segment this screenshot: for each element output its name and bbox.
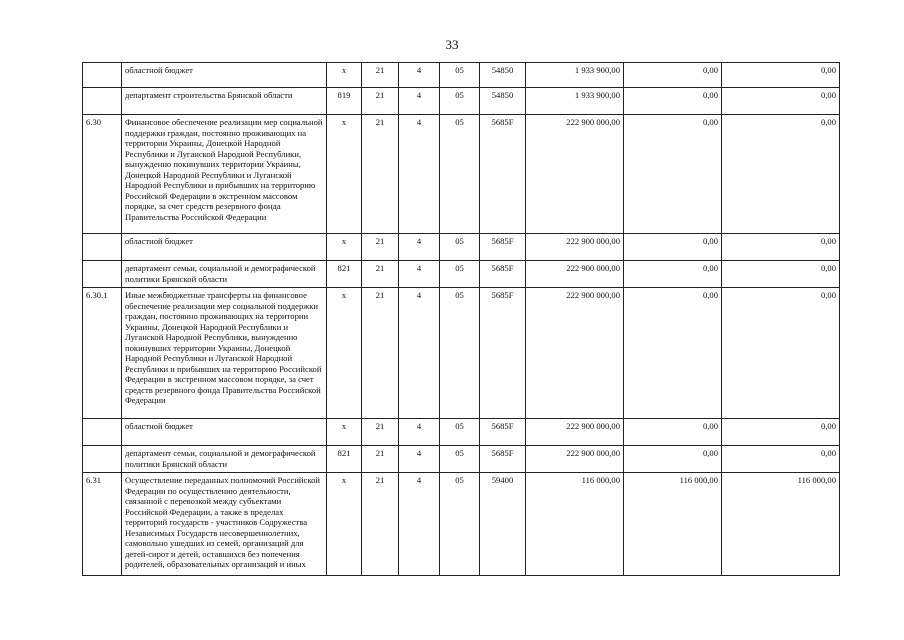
row-number-cell bbox=[83, 446, 122, 473]
type-cell: 05 bbox=[440, 234, 480, 261]
row-name-cell: департамент строительства Брянской области bbox=[122, 88, 327, 115]
target-article-cell: 5685F bbox=[480, 419, 526, 446]
amount-year1-cell: 1 933 900,00 bbox=[526, 88, 624, 115]
type-cell: 05 bbox=[440, 446, 480, 473]
target-article-cell: 5685F bbox=[480, 446, 526, 473]
subsection-cell: 4 bbox=[399, 288, 440, 419]
row-number-cell bbox=[83, 234, 122, 261]
grbs-cell: 821 bbox=[327, 446, 362, 473]
amount-year3-cell: 0,00 bbox=[722, 288, 840, 419]
type-cell: 05 bbox=[440, 288, 480, 419]
amount-year2-cell: 0,00 bbox=[624, 88, 722, 115]
target-article-cell: 5685F bbox=[480, 261, 526, 288]
type-cell: 05 bbox=[440, 261, 480, 288]
row-name-cell: департамент семьи, социальной и демографической политики Брянской области bbox=[122, 446, 327, 473]
amount-year3-cell: 0,00 bbox=[722, 261, 840, 288]
amount-year2-cell: 0,00 bbox=[624, 115, 722, 234]
row-number-cell bbox=[83, 63, 122, 88]
amount-year3-cell: 0,00 bbox=[722, 63, 840, 88]
type-cell: 05 bbox=[440, 473, 480, 576]
amount-year1-cell: 222 900 000,00 bbox=[526, 115, 624, 234]
amount-year1-cell: 222 900 000,00 bbox=[526, 234, 624, 261]
row-number-cell: 6.30 bbox=[83, 115, 122, 234]
target-article-cell: 5685F bbox=[480, 115, 526, 234]
subsection-cell: 4 bbox=[399, 63, 440, 88]
type-cell: 05 bbox=[440, 88, 480, 115]
row-name-cell: областной бюджет bbox=[122, 234, 327, 261]
row-name-cell: Осуществление переданных полномочий Российской Федерации по осуществлению деятельности, связанной с перевозкой между субъектами Российской Федерации, а также в пределах территорий государств - участников Содружества Независимых Государств несовершеннолетних, самовольно ушедших из семей, организаций для детей-сирот и детей, оставшихся без попечения родителей, образовательных организаций и иных bbox=[122, 473, 327, 576]
section-cell: 21 bbox=[362, 63, 399, 88]
type-cell: 05 bbox=[440, 63, 480, 88]
section-cell: 21 bbox=[362, 115, 399, 234]
type-cell: 05 bbox=[440, 115, 480, 234]
table-row bbox=[83, 115, 840, 234]
type-cell: 05 bbox=[440, 419, 480, 446]
grbs-cell: х bbox=[327, 473, 362, 576]
section-cell: 21 bbox=[362, 446, 399, 473]
table-row bbox=[83, 419, 840, 446]
row-number-cell: 6.30.1 bbox=[83, 288, 122, 419]
amount-year2-cell: 0,00 bbox=[624, 261, 722, 288]
amount-year3-cell: 116 000,00 bbox=[722, 473, 840, 576]
subsection-cell: 4 bbox=[399, 473, 440, 576]
budget-table bbox=[82, 62, 840, 576]
grbs-cell: х bbox=[327, 115, 362, 234]
section-cell: 21 bbox=[362, 261, 399, 288]
page-number: 33 bbox=[445, 37, 459, 52]
row-name-cell: Финансовое обеспечение реализации мер социальной поддержки граждан, постоянно проживающих на территории Украины, Донецкой Народной Республики и Луганской Народной Республики, вынужденно покинувших территории Украины, Донецкой Народной Республики и Луганской Народной Республики и прибывших на территорию Российской Федерации в экстренном массовом порядке, за счет средств резервного фонда Правительства Российской Федерации bbox=[122, 115, 327, 234]
target-article-cell: 5685F bbox=[480, 234, 526, 261]
amount-year3-cell: 0,00 bbox=[722, 419, 840, 446]
row-name-cell: департамент семьи, социальной и демографической политики Брянской области bbox=[122, 261, 327, 288]
row-number-cell bbox=[83, 261, 122, 288]
grbs-cell: х bbox=[327, 63, 362, 88]
subsection-cell: 4 bbox=[399, 261, 440, 288]
grbs-cell: 821 bbox=[327, 261, 362, 288]
row-name-cell: областной бюджет bbox=[122, 419, 327, 446]
section-cell: 21 bbox=[362, 88, 399, 115]
amount-year3-cell: 0,00 bbox=[722, 234, 840, 261]
grbs-cell: х bbox=[327, 234, 362, 261]
amount-year2-cell: 0,00 bbox=[624, 446, 722, 473]
row-number-cell bbox=[83, 88, 122, 115]
subsection-cell: 4 bbox=[399, 419, 440, 446]
row-name-cell: Иные межбюджетные трансферты на финансовое обеспечение реализации мер социальной поддержки граждан, постоянно проживающих на территории Украины, Донецкой Народной Республики и Луганской Народной Республики, вынужденно покинувших территории Украины, Донецкой Народной Республики и Луганской Народной Республики и прибывших на территорию Российской Федерации в экстренном массовом порядке, за счет средств резервного фонда Правительства Российской Федерации bbox=[122, 288, 327, 419]
amount-year3-cell: 0,00 bbox=[722, 88, 840, 115]
target-article-cell: 54850 bbox=[480, 88, 526, 115]
table-row bbox=[83, 261, 840, 288]
amount-year2-cell: 0,00 bbox=[624, 234, 722, 261]
budget-table-body bbox=[83, 63, 840, 576]
row-number-cell bbox=[83, 419, 122, 446]
amount-year1-cell: 222 900 000,00 bbox=[526, 288, 624, 419]
subsection-cell: 4 bbox=[399, 234, 440, 261]
amount-year3-cell: 0,00 bbox=[722, 115, 840, 234]
row-name-cell: областной бюджет bbox=[122, 63, 327, 88]
amount-year2-cell: 0,00 bbox=[624, 63, 722, 88]
amount-year1-cell: 222 900 000,00 bbox=[526, 419, 624, 446]
table-row bbox=[83, 88, 840, 115]
subsection-cell: 4 bbox=[399, 115, 440, 234]
section-cell: 21 bbox=[362, 234, 399, 261]
grbs-cell: х bbox=[327, 288, 362, 419]
amount-year1-cell: 222 900 000,00 bbox=[526, 261, 624, 288]
target-article-cell: 5685F bbox=[480, 288, 526, 419]
amount-year2-cell: 0,00 bbox=[624, 288, 722, 419]
amount-year2-cell: 0,00 bbox=[624, 419, 722, 446]
table-row bbox=[83, 288, 840, 419]
table-row bbox=[83, 234, 840, 261]
table-row bbox=[83, 446, 840, 473]
amount-year1-cell: 1 933 900,00 bbox=[526, 63, 624, 88]
section-cell: 21 bbox=[362, 473, 399, 576]
subsection-cell: 4 bbox=[399, 446, 440, 473]
section-cell: 21 bbox=[362, 419, 399, 446]
table-row bbox=[83, 473, 840, 576]
amount-year1-cell: 116 000,00 bbox=[526, 473, 624, 576]
table-row bbox=[83, 63, 840, 88]
amount-year3-cell: 0,00 bbox=[722, 446, 840, 473]
row-number-cell: 6.31 bbox=[83, 473, 122, 576]
target-article-cell: 59400 bbox=[480, 473, 526, 576]
amount-year1-cell: 222 900 000,00 bbox=[526, 446, 624, 473]
section-cell: 21 bbox=[362, 288, 399, 419]
subsection-cell: 4 bbox=[399, 88, 440, 115]
grbs-cell: х bbox=[327, 419, 362, 446]
amount-year2-cell: 116 000,00 bbox=[624, 473, 722, 576]
grbs-cell: 819 bbox=[327, 88, 362, 115]
target-article-cell: 54850 bbox=[480, 63, 526, 88]
